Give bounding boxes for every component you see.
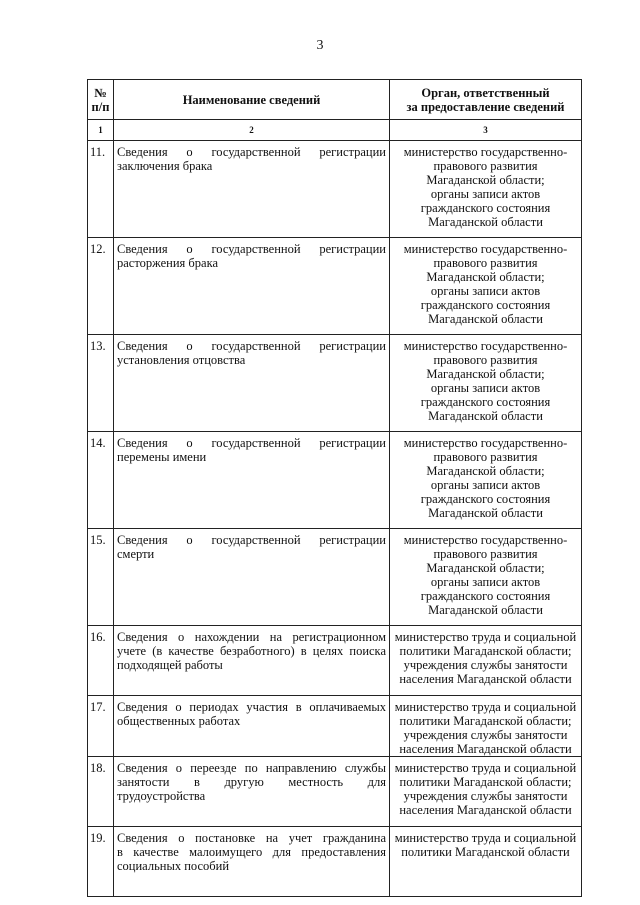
row-organ-line: гражданского состояния [420,201,551,215]
table-row [88,827,582,897]
column-number: 3 [390,120,582,141]
row-organ-line: гражданского состояния [420,492,551,506]
row-organ-line: министерство труда и социальной [394,700,577,714]
row-organ-line: министерство труда и социальной [394,630,577,644]
row-description-line: занятости в другую местность для [117,775,386,789]
table-row [88,757,582,827]
column-number-row [88,120,582,141]
row-description [114,757,390,827]
row-organ-line: министерство труда и социальной [394,761,577,775]
row-organ-line: министерство государственно- [403,533,568,547]
row-description-line: общественных работах [117,714,241,728]
records-table [87,79,582,897]
row-organ [390,626,582,696]
header-organ-line: за предоставление сведений [406,99,565,114]
row-organ-line: министерство государственно- [403,339,568,353]
row-number: 13. [88,335,114,432]
row-number: 19. [88,827,114,897]
row-organ-line: правового развития [433,547,538,561]
row-description-line: расторжения брака [117,256,219,270]
table-row [88,238,582,335]
header-number-line: № [94,85,107,100]
row-organ-line: органы записи актов [430,381,541,395]
row-organ-line: учреждения службы занятости [403,789,568,803]
header-name: Наименование сведений [114,80,390,120]
row-organ [390,238,582,335]
row-description-line: перемены имени [117,450,207,464]
row-organ [390,141,582,238]
row-organ [390,757,582,827]
header-number [88,80,114,120]
row-organ [390,432,582,529]
row-description [114,529,390,626]
row-description [114,432,390,529]
table-row [88,626,582,696]
table-row [88,529,582,626]
row-description-line: Сведения о государственной регистрации [117,533,386,547]
row-organ-line: органы записи актов [430,187,541,201]
row-description-line: Сведения о государственной регистрации [117,145,386,159]
row-organ-line: Магаданской области [428,215,543,229]
header-number-line: п/п [91,99,110,114]
row-organ-line: Магаданской области; [426,173,545,187]
row-organ-line: министерство государственно- [403,436,568,450]
row-organ-line: политики Магаданской области; [399,644,572,658]
row-number: 11. [88,141,114,238]
table-row [88,335,582,432]
row-organ-line: Магаданской области [428,409,543,423]
row-description-line: заключения брака [117,159,213,173]
row-organ-line: органы записи актов [430,575,541,589]
row-description-line: Сведения о государственной регистрации [117,242,386,256]
row-organ-line: гражданского состояния [420,589,551,603]
row-description-line: в качестве малоимущего для предоставления [117,845,386,859]
header-organ [390,80,582,120]
row-organ-line: органы записи актов [430,478,541,492]
table-row [88,141,582,238]
row-organ [390,696,582,757]
header-organ-line: Орган, ответственный [421,85,550,100]
row-description-line: смерти [117,547,155,561]
row-number: 16. [88,626,114,696]
row-organ-line: Магаданской области [428,603,543,617]
row-organ-line: правового развития [433,159,538,173]
row-number: 18. [88,757,114,827]
row-description-line: Сведения о государственной регистрации [117,436,386,450]
row-organ-line: министерство государственно- [403,242,568,256]
row-description-line: Сведения о постановке на учет гражданина [117,831,386,845]
row-organ-line: Магаданской области; [426,270,545,284]
row-organ-line: Магаданской области; [426,561,545,575]
page-number: 3 [316,38,324,53]
row-organ-line: министерство труда и социальной [394,831,577,845]
row-organ-line: политики Магаданской области [401,845,570,859]
row-description [114,141,390,238]
row-organ-line: Магаданской области; [426,464,545,478]
row-description-line: Сведения о нахождении на регистрационном [117,630,386,644]
row-organ-line: Магаданской области; [426,367,545,381]
row-organ [390,827,582,897]
row-description-line: Сведения о переезде по направлению службы [117,761,386,775]
row-organ-line: учреждения службы занятости [403,728,568,742]
row-description-line: социальных пособий [117,859,230,873]
row-description [114,827,390,897]
row-organ-line: министерство государственно- [403,145,568,159]
row-description [114,626,390,696]
row-description [114,696,390,757]
row-organ-line: Магаданской области [428,506,543,520]
row-description [114,238,390,335]
row-organ-line: правового развития [433,353,538,367]
row-organ-line: населения Магаданской области [399,672,572,686]
row-description-line: Сведения о государственной регистрации [117,339,386,353]
row-organ-line: гражданского состояния [420,395,551,409]
row-number: 14. [88,432,114,529]
row-number: 15. [88,529,114,626]
row-organ-line: учреждения службы занятости [403,658,568,672]
column-number: 1 [88,120,114,141]
table-header-row [88,80,582,120]
row-organ [390,529,582,626]
row-organ-line: политики Магаданской области; [399,775,572,789]
row-description-line: Сведения о периодах участия в оплачиваемых [117,700,386,714]
row-number: 17. [88,696,114,757]
row-description-line: трудоустройства [117,789,206,803]
table-row [88,432,582,529]
row-organ-line: Магаданской области [428,312,543,326]
row-organ-line: правового развития [433,450,538,464]
row-organ-line: органы записи актов [430,284,541,298]
row-organ-line: правового развития [433,256,538,270]
table-row [88,696,582,757]
column-number: 2 [114,120,390,141]
row-organ-line: гражданского состояния [420,298,551,312]
row-organ-line: населения Магаданской области [399,742,572,756]
row-description-line: учете (в качестве безработного) в целях поиска [117,644,386,658]
row-description-line: установления отцовства [117,353,246,367]
row-organ-line: населения Магаданской области [399,803,572,817]
row-organ-line: политики Магаданской области; [399,714,572,728]
row-description-line: подходящей работы [117,658,223,672]
row-description [114,335,390,432]
row-number: 12. [88,238,114,335]
row-organ [390,335,582,432]
